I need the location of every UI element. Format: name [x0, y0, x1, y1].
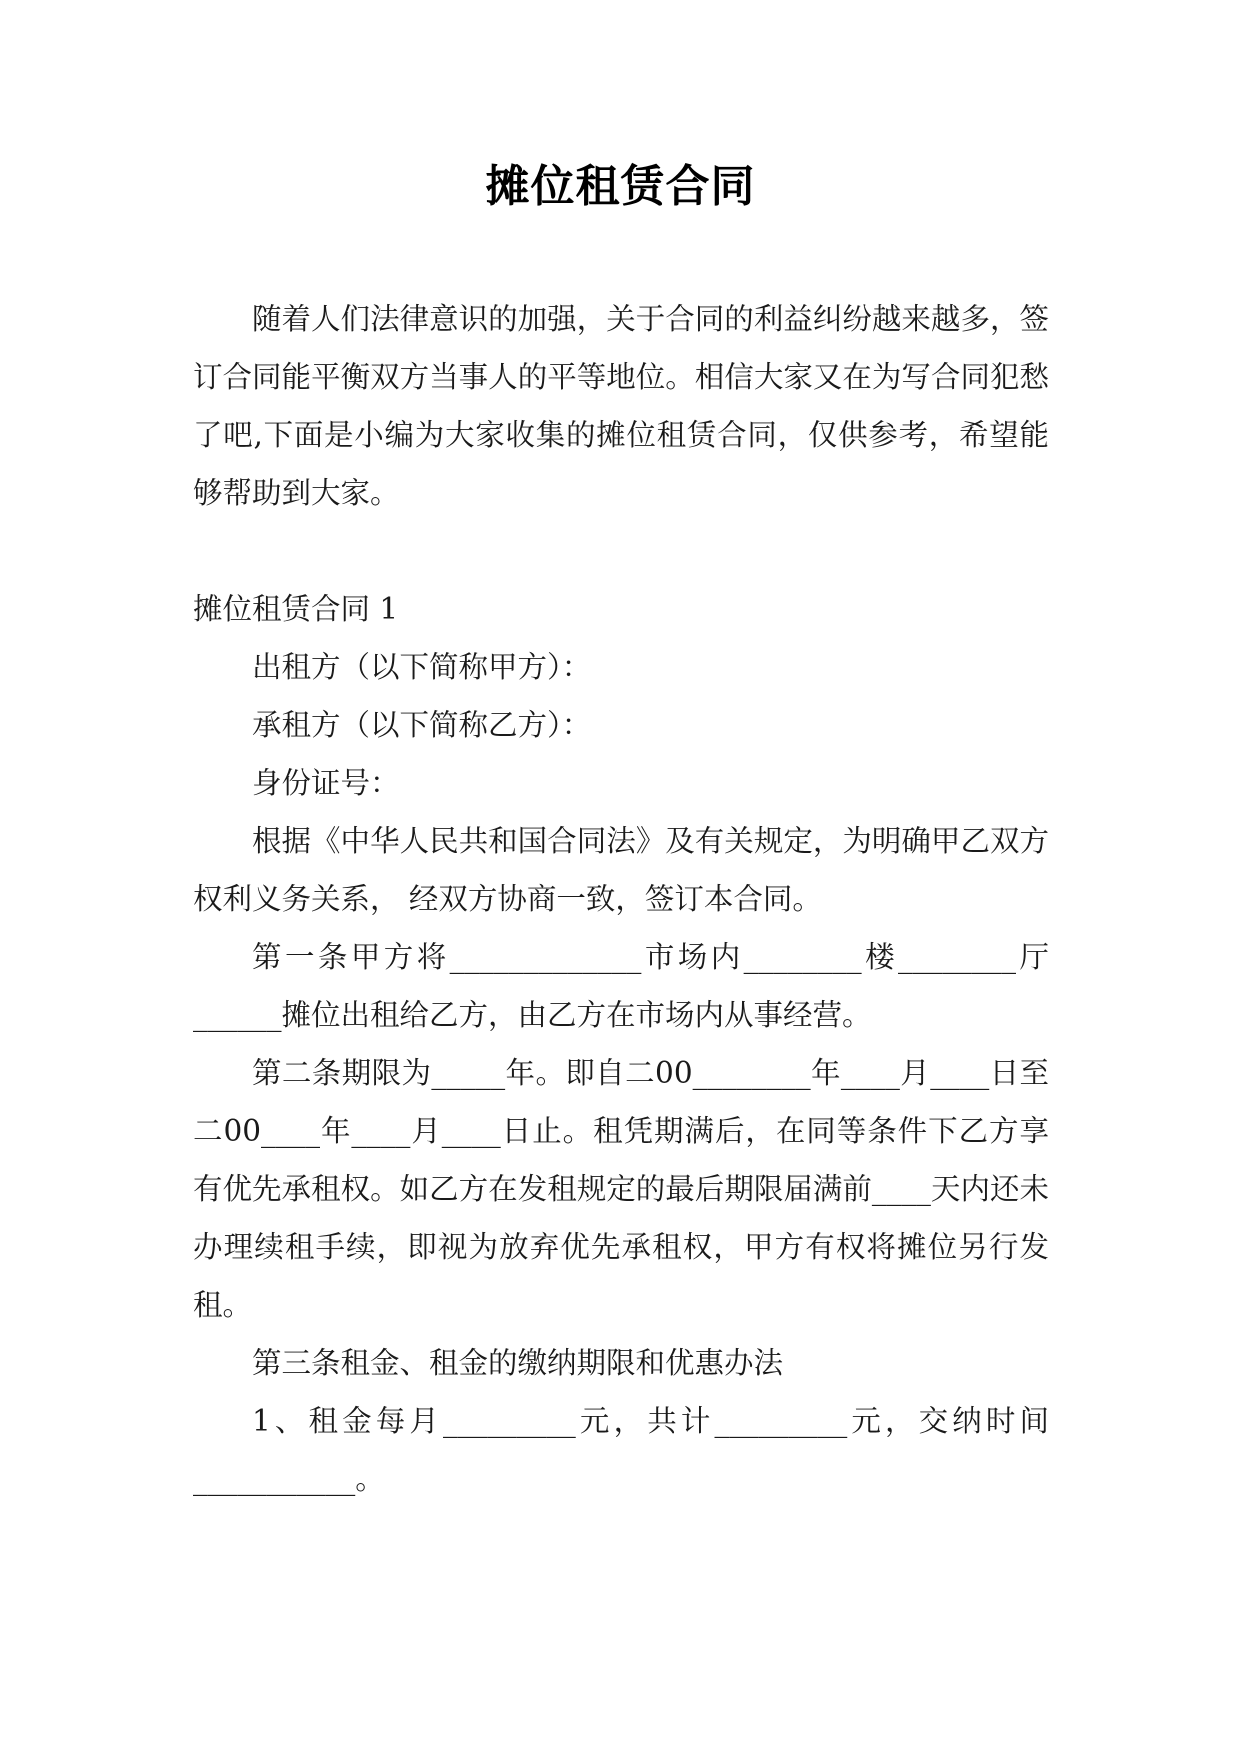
intro-paragraph: 随着人们法律意识的加强，关于合同的利益纠纷越来越多，签订合同能平衡双方当事人的平等地位。相信大家又在为写合同犯愁了吧,下面是小编为大家收集的摊位租赁合同，仅供参考，希望能够帮助到大家。 — [193, 302, 1049, 510]
lessor-line: 出租方（以下简称甲方）： — [252, 650, 592, 684]
document-title: 摊位租赁合同 — [485, 161, 756, 212]
article-3-heading: 第三条租金、租金的缴纳期限和优惠办法 — [252, 1346, 784, 1380]
basis-paragraph: 根据《中华人民共和国合同法》及有关规定，为明确甲乙双方权利义务关系， 经双方协商一致，签订本合同。 — [193, 824, 1049, 916]
id-number-line: 身份证号： — [252, 766, 400, 800]
contract-heading: 摊位租赁合同 1 — [193, 592, 399, 626]
article-3-item-1: 1、租金每月_________元，共计_________元，交纳时间___________。 — [193, 1404, 1049, 1496]
article-1: 第一条甲方将_____________市场内________楼________厅______摊位出租给乙方，由乙方在市场内从事经营。 — [193, 940, 1049, 1032]
paragraph-spacer — [193, 522, 1049, 580]
article-2: 第二条期限为_____年。即自二00________年____月____日至二00____年____月____日止。租凭期满后，在同等条件下乙方享有优先承租权。如乙方在发租规定的最后期限届满前____天内还未办理续租手续，即视为放弃优先承租权，甲方有权将摊位另行发租。 — [193, 1056, 1049, 1322]
document-body — [193, 290, 1049, 1508]
lessee-line: 承租方（以下简称乙方）： — [252, 708, 592, 742]
